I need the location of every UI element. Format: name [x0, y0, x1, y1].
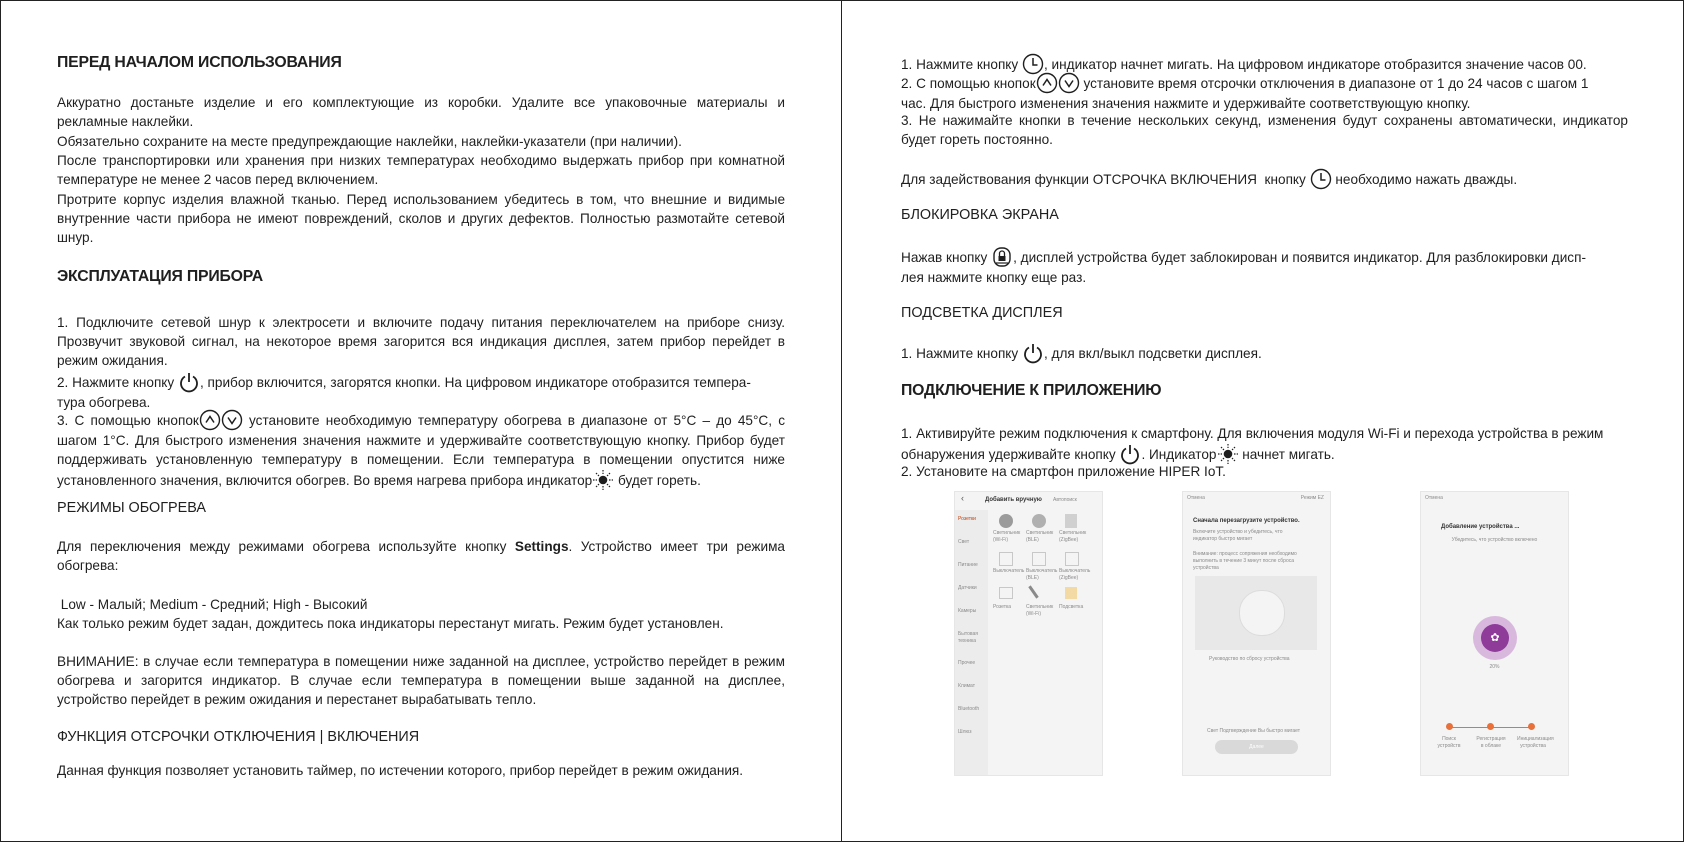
app1-text-a: 1. Активируйте режим подключения к смартфону. Для включения модуля Wi-Fi и перехода устройства в режим — [901, 426, 1604, 441]
heading-app: ПОДКЛЮЧЕНИЕ К ПРИЛОЖЕНИЮ — [901, 382, 1162, 399]
gear-icon: ✿ — [1481, 624, 1509, 652]
s1-side-item: Бытовая техника — [958, 631, 978, 644]
s1-item: Розетка — [993, 604, 1012, 610]
s2-subtitle: Включите устройство и убедитесь, что индикатор быстро мигает — [1193, 529, 1283, 542]
bl-text-a: 1. Нажмите кнопку — [901, 346, 1022, 361]
t1-text-b: , индикатор начнет мигать. На цифровом индикаторе отобразится значение часов 00. — [1043, 57, 1587, 72]
para-screen-lock — [901, 246, 1628, 287]
heading-screen-lock: БЛОКИРОВКА ЭКРАНА — [901, 207, 1059, 223]
lock-text-a: Нажав кнопку — [901, 250, 992, 265]
device-thumb-icon — [999, 552, 1013, 566]
bl-text-b: , для вкл/выкл подсветки дисплея. — [1043, 346, 1262, 361]
up-arrow-icon — [199, 409, 221, 431]
op2-text-c: тура обогрева. — [57, 395, 151, 410]
app-step-2: 2. Установите на смартфон приложение HIPER IoT. — [901, 464, 1226, 479]
device-thumb-icon — [1032, 552, 1046, 566]
s3-status: Отмена — [1425, 495, 1443, 501]
device-thumb-icon — [999, 587, 1013, 599]
s3-percent: 20% — [1489, 664, 1500, 670]
para-unpack: Аккуратно достаньте изделие и его комплектующие из коробки. Удалите все упаковочные материалы и рекламные наклейки. — [57, 95, 785, 130]
s1-item: Выключатель — [993, 568, 1025, 574]
t2-text-c: час. Для быстрого изменения значения нажмите и удерживайте соответствующую кнопку. — [901, 96, 1471, 111]
heading-operation: ЭКСПЛУАТАЦИЯ ПРИБОРА — [57, 268, 263, 285]
s1-side-item: Камеры — [958, 608, 977, 614]
warning-para — [57, 652, 785, 710]
device-image-icon — [1239, 590, 1285, 636]
s1-side-item: Bluetooth — [958, 706, 980, 712]
op-step-1: 1. Подключите сетевой шнур к электросети и включите подачу питания переключателем на приборе снизу. Прозвучит звуковой сигнал, на некоторое время загорится вся индикация дисплея, затем прибор перейдет в режим ожидания. — [57, 315, 785, 369]
heading-timer: ФУНКЦИЯ ОТСРОЧКИ ОТКЛЮЧЕНИЯ | ВКЛЮЧЕНИЯ — [57, 729, 420, 745]
s3-step: Инициализация устройства — [1517, 736, 1554, 749]
s2-note: Внимание: процесс сопряжения необходимо выполнить в течение 3 минут после сброса устройства — [1193, 551, 1297, 571]
para-backlight — [901, 342, 1628, 364]
s2-guide[interactable]: Руководство по сбросу устройства — [1209, 656, 1290, 662]
modes-text-b: . Устройство имеет три режима обогрева: — [57, 539, 785, 574]
op2-text-a: 2. Нажмите кнопку — [57, 375, 178, 390]
heading-modes: РЕЖИМЫ ОБОГРЕВА — [57, 500, 206, 516]
clock-icon — [1310, 168, 1332, 190]
warning-text: в случае если температура в помещении ниже заданной на дисплее, устройство перейдет в режим обогрева и загорится индикатор. В случае если температура в помещении выше заданной на дисплее, устройство перейдет в режим ожидания и перестанет вырабатывать тепло. — [57, 654, 785, 708]
op3-text-c: шагом 1°C. Для быстрого изменения значения нажмите и удерживайте соответствующую кнопку. Прибор будет поддерживать установленную температуру в помещении. Если температура в помещении опустится ниже установленного значения, включится обогрев. Во время нагрева прибора индикатор — [57, 433, 785, 489]
left-page — [57, 0, 785, 842]
progress-step-dot — [1487, 723, 1494, 730]
para-mode-set: Как только режим будет задан, дождитесь пока индикаторы перестанут мигать. Режим будет установлен. — [57, 616, 724, 631]
back-icon: ‹ — [961, 493, 964, 503]
modes-text-a: Для переключения между режимами обогрева используйте кнопку — [57, 539, 515, 554]
para-wipe: Протрите корпус изделия влажной тканью. Перед использованием убедитесь в том, что внешние и видимые внутренние части прибора не имеют повреждений, сколов и других дефектов. Полностью размотайте сетевой шнур. — [57, 192, 785, 246]
app1-text-b: обнаружения удерживайте кнопку — [901, 447, 1120, 463]
s1-side-item: Питание — [958, 562, 978, 568]
device-thumb-icon — [1028, 585, 1038, 598]
delay-function-name: ОТСРОЧКА ВКЛЮЧЕНИЯ — [1092, 172, 1257, 187]
settings-button-label: Settings — [514, 539, 569, 554]
app-screen-add-device — [954, 491, 1103, 776]
op3-text-b: установите необходимую температуру обогрева в диапазоне от 5°C – до 45°C, с — [242, 413, 785, 428]
s1-tab: Автопоиск — [1053, 497, 1077, 503]
op3-text-a: 3. С помощью кнопок — [57, 413, 199, 428]
progress-step-dot — [1446, 723, 1453, 730]
s2-mode: Режим EZ — [1300, 495, 1324, 501]
para-delay-on — [901, 168, 1628, 190]
op2-text-b: , прибор включится, загорятся кнопки. На цифровом индикаторе отобразится темпера- — [199, 375, 751, 390]
para-keep-labels: Обязательно сохраните на месте предупреждающие наклейки, наклейки-указатели (при наличии). — [57, 134, 682, 149]
progress-step-dot — [1528, 723, 1535, 730]
app1-text-c: . Индикатор — [1141, 447, 1217, 463]
s1-item: Светильник (Wi-Fi) — [993, 530, 1021, 543]
s2-title: Сначала перезагрузите устройство. — [1193, 518, 1300, 524]
device-thumb-icon — [999, 514, 1013, 528]
s1-item: Светильник (Wi-Fi) — [1026, 604, 1054, 617]
device-thumb-icon — [1032, 514, 1046, 528]
modes-list: Low - Малый; Medium - Средний; High - Высокий — [57, 597, 368, 612]
s1-side-item: Розетки — [958, 516, 976, 522]
s1-side-item: Датчики — [958, 585, 977, 591]
s1-side-item: Шлюз — [958, 729, 972, 735]
s1-side-item: Прочее — [958, 660, 976, 666]
timer-step-3: 3. Не нажимайте кнопки в течение нескольких секунд, изменения будут сохранены автоматически, индикатор будет гореть постоянно. — [901, 113, 1628, 148]
t2-text-b: установите время отсрочки отключения в диапазоне от 1 до 24 часов с шагом 1 — [1079, 76, 1589, 91]
op-step-3 — [57, 409, 785, 491]
s1-item: Подсветка — [1059, 604, 1084, 610]
s1-item: Выключатель (ZigBee) — [1059, 568, 1091, 581]
lock-icon — [991, 246, 1013, 268]
device-thumb-icon — [1065, 587, 1077, 599]
s1-item: Светильник (BLE) — [1026, 530, 1054, 543]
power-icon — [178, 371, 200, 393]
app-screen-reset-device — [1182, 491, 1331, 776]
s1-item: Светильник (ZigBee) — [1059, 530, 1087, 543]
warning-label: ВНИМАНИЕ: — [57, 654, 139, 669]
delay-text-a: Для задействования функции — [901, 172, 1093, 187]
s3-step: Регистрация в облаке — [1476, 736, 1506, 749]
page-divider — [841, 0, 842, 842]
s1-title: Добавить вручную — [985, 497, 1042, 503]
s1-side-item: Климат — [958, 683, 976, 689]
s3-title: Добавление устройства ... — [1441, 524, 1520, 530]
delay-text-d: необходимо нажать дважды. — [1331, 172, 1518, 187]
lock-text-b: , дисплей устройства будет заблокирован и появится индикатор. Для разблокировки дисп- — [1013, 250, 1586, 265]
s2-status: Отмена — [1187, 495, 1205, 501]
heating-sun-icon — [592, 469, 614, 491]
progress-ring — [1473, 616, 1517, 660]
t2-text-a: 2. С помощью кнопок — [901, 76, 1036, 91]
s3-subtitle: Убедитесь, что устройство включено — [1451, 537, 1538, 543]
op3-text-d: будет гореть. — [614, 473, 701, 489]
s1-side-item: Свет — [958, 539, 970, 545]
power-icon — [1022, 342, 1044, 364]
device-thumb-icon — [1065, 514, 1077, 528]
device-illustration — [1195, 576, 1317, 650]
app-screen-adding-device — [1420, 491, 1569, 776]
s1-sidebar — [955, 510, 988, 775]
para-modes — [57, 537, 785, 575]
s3-step: Поиск устройств — [1437, 736, 1461, 749]
s1-item: Выключатель (BLE) — [1026, 568, 1058, 581]
t1-text-a: 1. Нажмите кнопку — [901, 57, 1022, 72]
timer-step-2 — [901, 72, 1628, 113]
app1-text-d: начнет мигать. — [1238, 447, 1335, 463]
heading-backlight: ПОДСВЕТКА ДИСПЛЕЯ — [901, 305, 1063, 321]
delay-text-c: кнопку — [1257, 172, 1310, 187]
app-step-1 — [901, 424, 1628, 465]
down-arrow-icon — [221, 409, 243, 431]
heading-before-use: ПЕРЕД НАЧАЛОМ ИСПОЛЬЗОВАНИЯ — [57, 54, 342, 71]
s2-confirm[interactable]: Свет Подтверждение Вы быстро мигает — [1207, 728, 1301, 734]
down-arrow-icon — [1058, 72, 1080, 94]
up-arrow-icon — [1036, 72, 1058, 94]
op-step-2 — [57, 371, 785, 412]
lock-text-c: лея нажмите кнопку еще раз. — [901, 270, 1087, 285]
device-thumb-icon — [1065, 552, 1079, 566]
s2-next-button[interactable]: Далее — [1215, 740, 1298, 754]
para-timer: Данная функция позволяет установить таймер, по истечении которого, прибор перейдет в режим ожидания. — [57, 763, 744, 778]
para-transport: После транспортировки или хранения при низких температурах необходимо выдержать прибор при комнатной температуре не менее 2 часов перед включением. — [57, 153, 785, 188]
